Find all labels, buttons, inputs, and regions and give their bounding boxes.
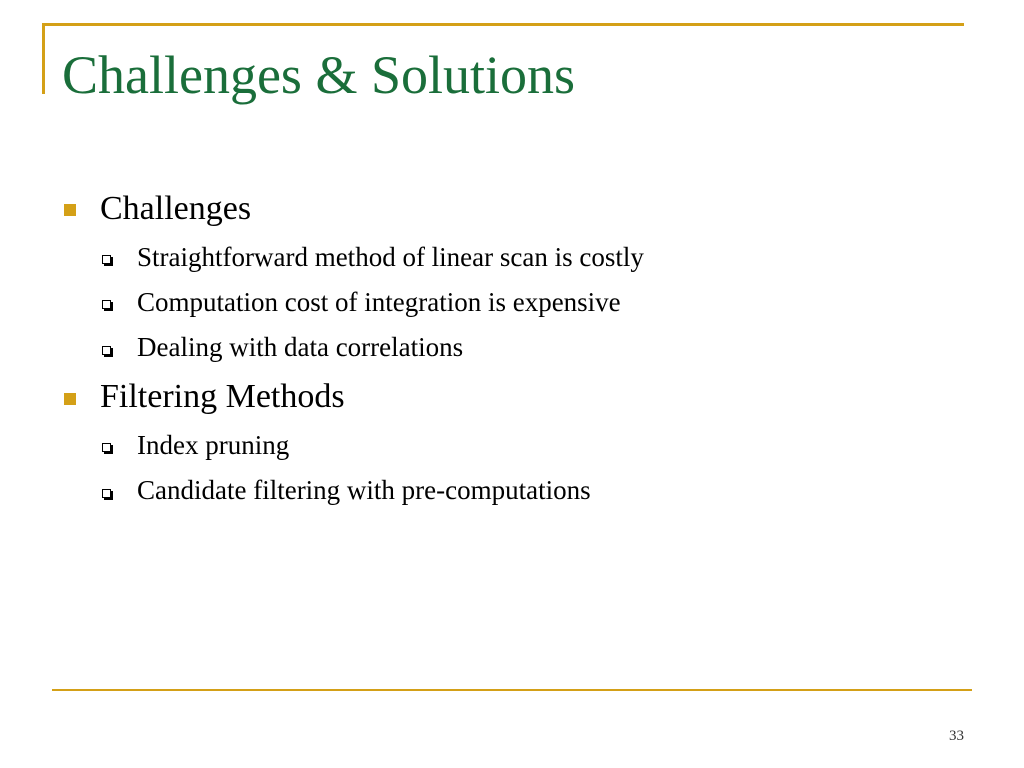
list-item: Straightforward method of linear scan is costly xyxy=(137,242,644,272)
square-bullet-icon xyxy=(64,393,76,405)
hollow-square-bullet-icon xyxy=(102,346,111,355)
section-heading-challenges: Challenges xyxy=(100,190,252,227)
section-heading-filtering-methods: Filtering Methods xyxy=(100,378,345,415)
hollow-square-bullet-icon xyxy=(102,489,111,498)
footer-rule xyxy=(52,689,972,691)
list-item: Computation cost of integration is expensive xyxy=(137,287,621,317)
hollow-square-bullet-icon xyxy=(102,443,111,452)
hollow-square-bullet-icon xyxy=(102,300,111,309)
page-number: 33 xyxy=(949,728,964,744)
list-item: Dealing with data correlations xyxy=(137,332,464,362)
square-bullet-icon xyxy=(64,204,76,216)
hollow-square-bullet-icon xyxy=(102,255,111,264)
list-item: Index pruning xyxy=(137,430,290,460)
slide-title: Challenges & Solutions xyxy=(62,45,575,105)
list-item: Candidate filtering with pre-computations xyxy=(137,475,591,505)
